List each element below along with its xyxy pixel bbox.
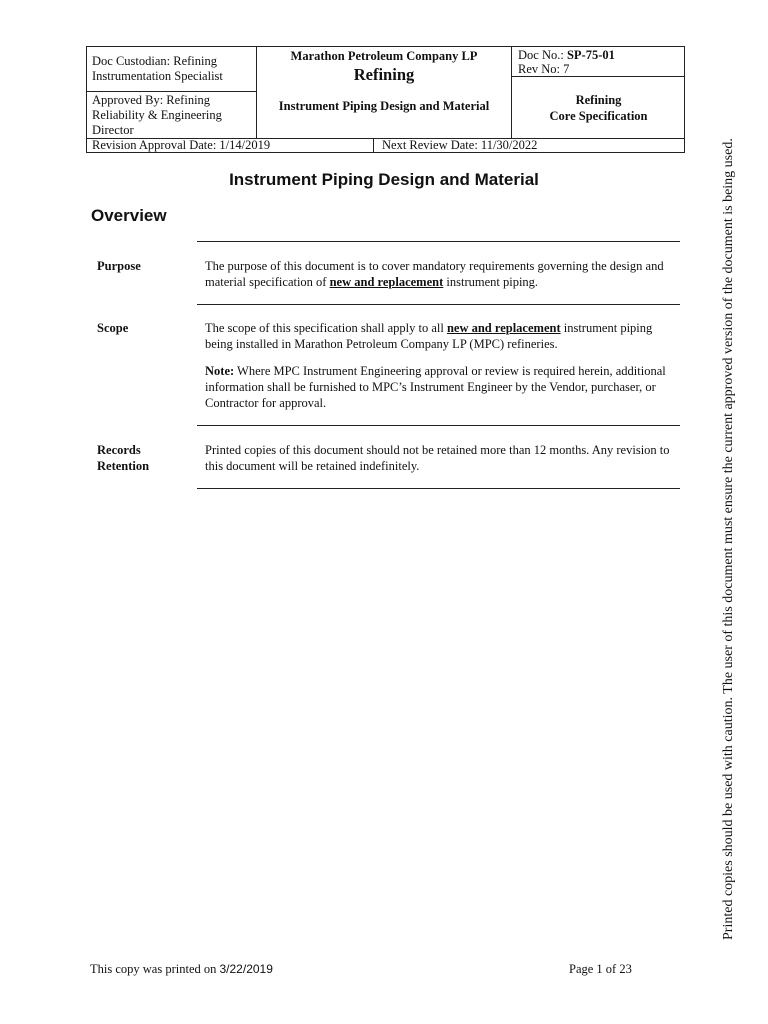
- page-title: Instrument Piping Design and Material: [229, 170, 539, 189]
- page-number: Page 1 of 23: [569, 962, 632, 976]
- doc-number: [518, 48, 678, 63]
- records-retention-label: [97, 442, 149, 474]
- company-name: Marathon Petroleum Company LP: [290, 49, 478, 63]
- approved-by: Approved By: Refining Reliability & Engineering Director: [92, 93, 222, 137]
- printed-date: 3/22/2019: [219, 962, 273, 976]
- scope-label: Scope: [97, 321, 129, 335]
- records-label-line: Records: [97, 443, 141, 457]
- printed-date-footer: [90, 962, 273, 977]
- records-label-line: Retention: [97, 459, 150, 473]
- spec-division: Refining: [575, 93, 622, 107]
- note-label: Note:: [205, 364, 235, 378]
- note-text: Where MPC Instrument Engineering approval or review is required herein, additional information shall be furnished to MPC’s Instrument Engineer by the Vendor, purchaser, or Contractor for approval.: [205, 364, 666, 410]
- section-rule: [197, 241, 680, 242]
- next-review-date: Next Review Date: 11/30/2022: [382, 138, 538, 152]
- records-retention-text: Printed copies of this document should not be retained more than 12 months. Any revision to this document will be retained indefinitely.: [205, 443, 670, 473]
- scope-text-part: The scope of this specification shall apply to all: [205, 321, 447, 335]
- spec-type: Core Specification: [549, 109, 648, 123]
- section-rule: [197, 425, 680, 426]
- scope-emphasis: new and replacement: [446, 321, 561, 335]
- header-divider: [87, 91, 256, 92]
- doc-number-value: SP-75-01: [566, 48, 615, 62]
- doc-custodian: Doc Custodian: Refining Instrumentation Specialist: [92, 54, 223, 83]
- purpose-text-part: instrument piping.: [443, 275, 539, 289]
- section-rule: [197, 488, 680, 489]
- document-header-table: [86, 46, 685, 153]
- doc-number-label: Doc No.:: [518, 48, 567, 62]
- revision-number: Rev No: 7: [518, 62, 570, 76]
- scope-note: [205, 363, 677, 411]
- purpose-text-part: The purpose of this document is to cover mandatory requirements governing the design and material specification of: [205, 259, 664, 289]
- printed-prefix: This copy was printed on: [90, 962, 220, 976]
- purpose-emphasis: new and replacement: [329, 275, 444, 289]
- header-document-title: Instrument Piping Design and Material: [278, 99, 490, 113]
- purpose-label: Purpose: [97, 259, 141, 273]
- scope-text-part: instrument piping being installed in Marathon Petroleum Company LP (MPC) refineries.: [205, 321, 653, 351]
- company-division: Refining: [353, 65, 415, 84]
- section-heading: Overview: [91, 206, 167, 225]
- scope-text: [205, 320, 677, 352]
- side-caution-note: Printed copies should be used with caution. The user of this document must ensure the current approved version of the document is being used.: [721, 138, 736, 940]
- purpose-text: [205, 258, 677, 290]
- revision-approval-date: Revision Approval Date: 1/14/2019: [92, 138, 271, 152]
- section-rule: [197, 304, 680, 305]
- header-divider: [373, 138, 374, 153]
